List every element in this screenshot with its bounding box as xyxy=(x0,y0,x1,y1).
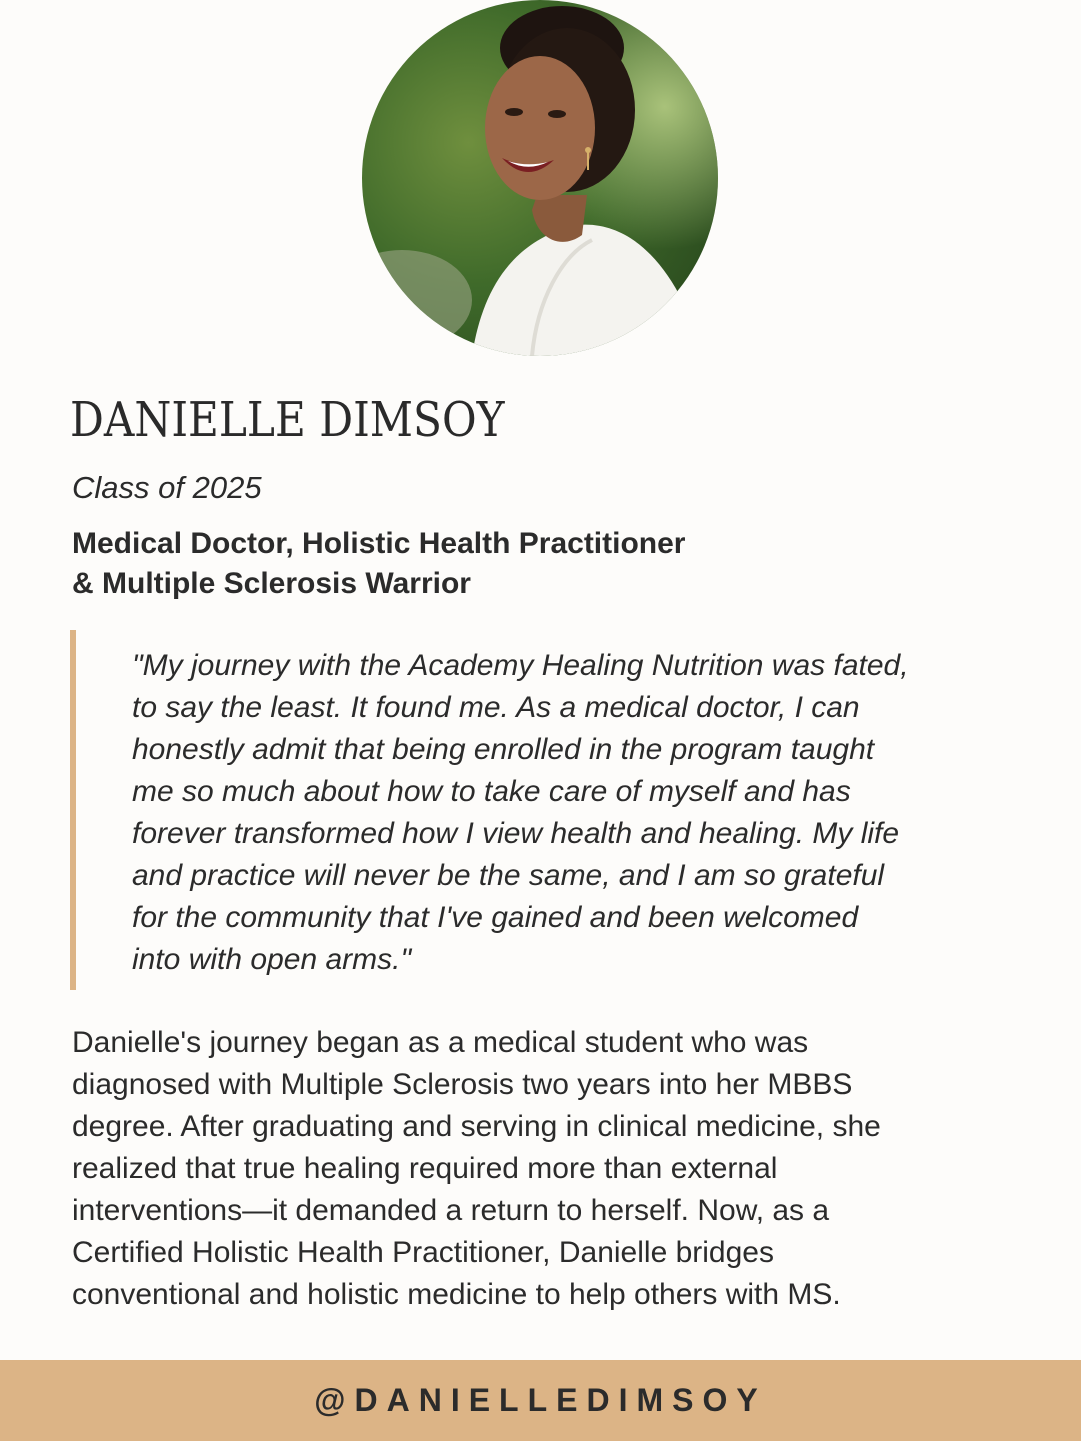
profile-photo xyxy=(362,0,718,356)
quote-line: honestly admit that being enrolled in the program taught xyxy=(132,733,875,766)
bio-line: conventional and holistic medicine to help others with MS. xyxy=(72,1278,841,1311)
social-handle[interactable]: @DANIELLEDIMSOY xyxy=(314,1382,767,1418)
bio-line: interventions—it demanded a return to herself. Now, as a xyxy=(72,1194,830,1227)
bio-paragraph xyxy=(72,1022,1032,1316)
quote-line: "My journey with the Academy Healing Nutrition was fated, xyxy=(132,649,909,682)
portrait-illustration xyxy=(362,0,718,356)
bio-line: Certified Holistic Health Practitioner, Danielle bridges xyxy=(72,1236,774,1269)
class-year: Class of 2025 xyxy=(72,470,262,505)
bio-line: degree. After graduating and serving in clinical medicine, she xyxy=(72,1110,881,1143)
testimonial-quote xyxy=(132,645,1032,981)
role-line: Medical Doctor, Holistic Health Practitioner xyxy=(72,527,686,560)
role-line: & Multiple Sclerosis Warrior xyxy=(72,567,471,600)
quote-line: to say the least. It found me. As a medical doctor, I can xyxy=(132,691,860,724)
bio-line: realized that true healing required more than external xyxy=(72,1152,778,1185)
quote-line: forever transformed how I view health and healing. My life xyxy=(132,817,900,850)
bio-line: Danielle's journey began as a medical student who was xyxy=(72,1026,809,1059)
bio-line: diagnosed with Multiple Sclerosis two years into her MBBS xyxy=(72,1068,853,1101)
quote-line: me so much about how to take care of myself and has xyxy=(132,775,851,808)
role-titles xyxy=(72,524,685,604)
quote-accent-bar xyxy=(70,630,76,990)
quote-line: for the community that I've gained and been welcomed xyxy=(132,901,859,934)
person-name: DANIELLE DIMSOY xyxy=(70,392,505,448)
quote-line: and practice will never be the same, and I am so grateful xyxy=(132,859,885,892)
quote-line: into with open arms." xyxy=(132,943,412,976)
